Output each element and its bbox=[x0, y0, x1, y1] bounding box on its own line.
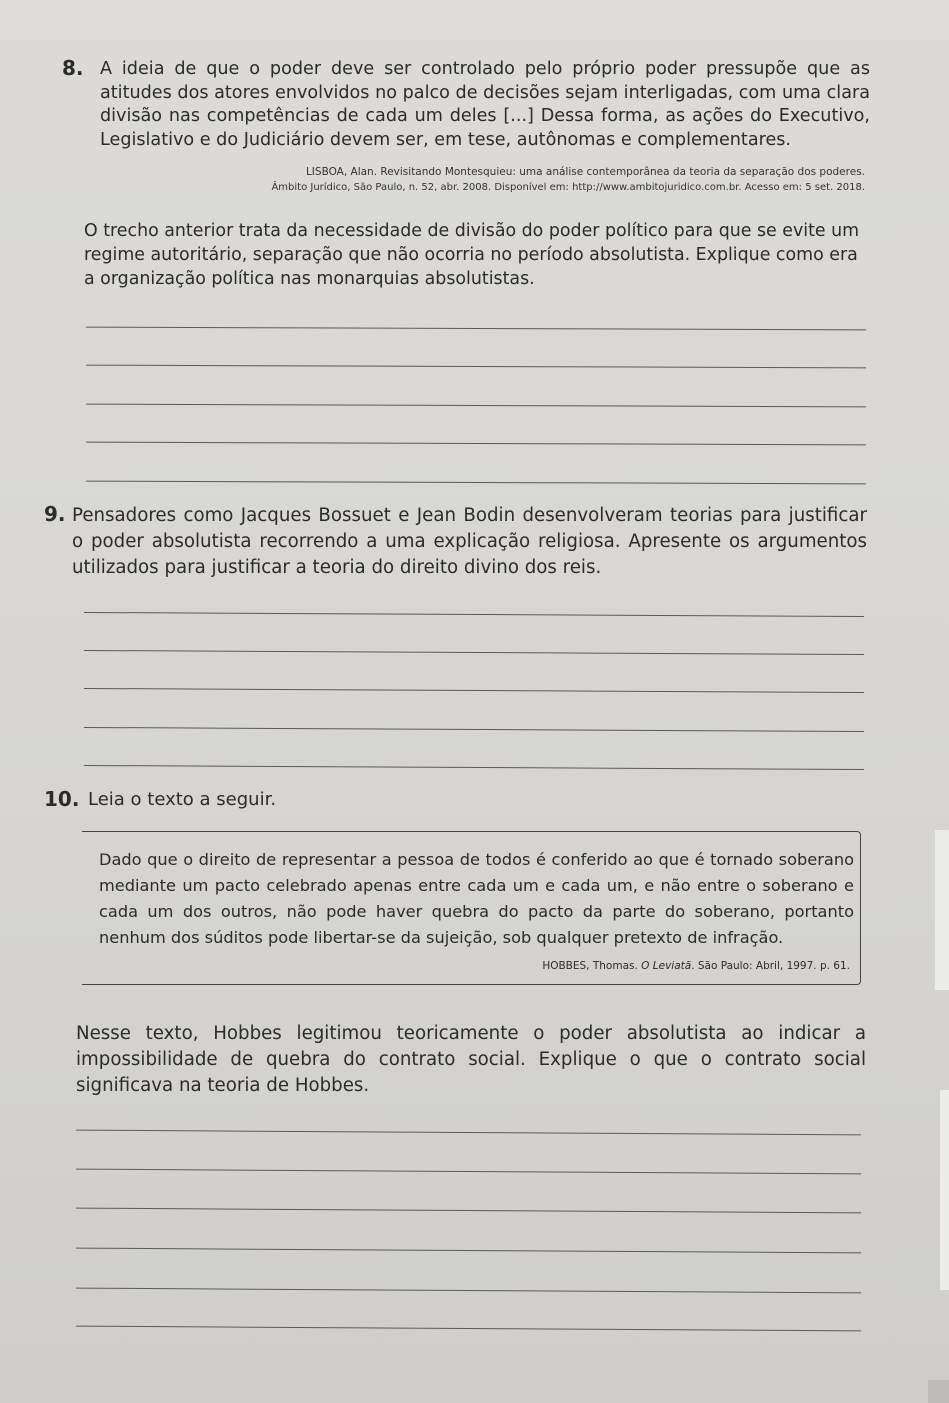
answer-line bbox=[76, 1248, 861, 1254]
answer-line bbox=[84, 650, 864, 655]
answer-line bbox=[76, 1288, 861, 1294]
answer-line bbox=[84, 612, 864, 617]
question-10-number: 10. bbox=[44, 787, 80, 811]
question-8-reference-line-2: Âmbito Jurídico, São Paulo, n. 52, abr. 2008. Disponível em: http://www.ambitojuridico.com.br. Acesso em: 5 set. 2018. bbox=[271, 182, 865, 193]
hobbes-quote: Dado que o direito de representar a pessoa de todos é conferido ao que é tornado soberano mediante um pacto celebrado apenas entre cada um e cada um, e não entre o soberano e cada um dos outros, não pode haver quebra do pacto da parte do soberano, portanto nenhum dos súditos pode libertar-se da sujeição, sob qualquer pretexto de infração. bbox=[99, 850, 854, 947]
page-edge bbox=[935, 830, 949, 990]
page-edge bbox=[940, 1090, 949, 1290]
question-9-number: 9. bbox=[44, 502, 66, 526]
answer-line bbox=[86, 327, 866, 331]
page-corner bbox=[928, 1380, 949, 1403]
answer-line bbox=[86, 365, 866, 369]
answer-line bbox=[84, 765, 864, 770]
answer-line bbox=[76, 1208, 861, 1214]
hobbes-quote-reference bbox=[400, 960, 850, 972]
answer-line bbox=[76, 1326, 861, 1332]
answer-line bbox=[76, 1130, 861, 1136]
answer-line bbox=[86, 481, 866, 485]
answer-line bbox=[86, 404, 866, 408]
question-9-prompt: Pensadores como Jacques Bossuet e Jean Bodin desenvolveram teorias para justificar o poder absolutista recorrendo a uma explicação religiosa. Apresente os argumentos utilizados para justificar a teoria do direito divino dos reis. bbox=[72, 505, 867, 578]
quote-ref-details: . São Paulo: Abril, 1997. p. 61. bbox=[691, 960, 850, 972]
quote-ref-title: O Leviatã bbox=[641, 960, 692, 972]
question-10-prompt: Nesse texto, Hobbes legitimou teoricamente o poder absolutista ao indicar a impossibilidade de quebra do contrato social. Explique o que o contrato social significava na teoria de Hobbes. bbox=[76, 1023, 866, 1096]
quote-ref-author: HOBBES, Thomas. bbox=[542, 960, 642, 972]
question-8-excerpt: A ideia de que o poder deve ser controlado pelo próprio poder pressupõe que as atitudes dos atores envolvidos no palco de decisões sejam interligadas, com uma clara divisão nas competências de cada um deles [...] Dessa forma, as ações do Executivo, Legislativo e do Judiciário devem ser, em tese, autônomas e complementares. bbox=[100, 59, 870, 150]
question-10-intro: Leia o texto a seguir. bbox=[88, 789, 277, 810]
question-8-reference-line-1: LISBOA, Alan. Revisitando Montesquieu: uma análise contemporânea da teoria da separação dos poderes. bbox=[305, 166, 865, 178]
question-8-number: 8. bbox=[62, 56, 84, 80]
answer-line bbox=[76, 1169, 861, 1175]
question-8-prompt: O trecho anterior trata da necessidade de divisão do poder político para que se evite um regime autoritário, separação que não ocorria no período absolutista. Explique como era a organização política nas monarquias absolutistas. bbox=[84, 221, 860, 289]
answer-line bbox=[84, 727, 864, 732]
answer-line bbox=[86, 442, 866, 446]
answer-line bbox=[84, 688, 864, 693]
